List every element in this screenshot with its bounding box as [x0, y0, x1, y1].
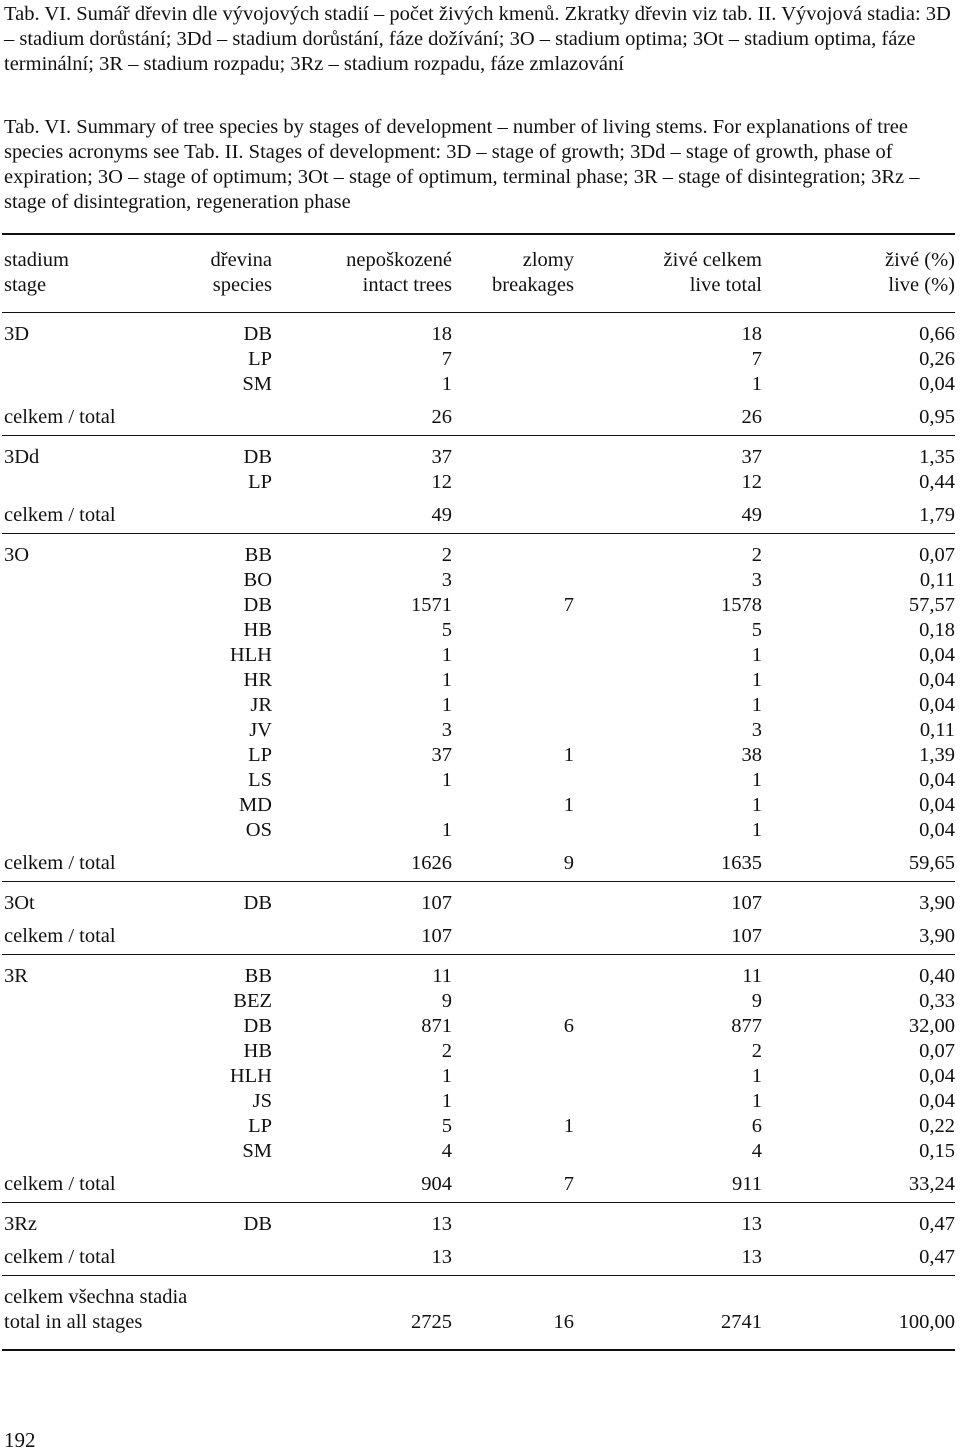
live-total-cell: 3 [751, 569, 762, 591]
breakages-cell [452, 818, 574, 843]
stage-group [2, 436, 955, 534]
species-cell: LP [248, 348, 272, 370]
group-total-live-pct: 59,65 [908, 852, 955, 874]
table-row [2, 618, 955, 643]
species-cell: DB [243, 323, 272, 345]
stage-cell [2, 1139, 177, 1164]
group-total-live-total: 107 [731, 925, 762, 947]
species-cell: OS [245, 819, 272, 841]
table-row [2, 989, 955, 1014]
intact-cell: 37 [431, 744, 452, 766]
intact-cell: 18 [431, 323, 452, 345]
summary-table [2, 235, 955, 1351]
live-pct-cell: 0,18 [919, 619, 955, 641]
table-row [2, 1039, 955, 1064]
stage-cell [2, 568, 177, 593]
group-total-breakages [452, 1237, 574, 1276]
live-total-cell: 3 [751, 719, 762, 741]
intact-cell: 2 [441, 1040, 452, 1062]
group-total-spacer [177, 1237, 272, 1276]
table-row [2, 882, 955, 917]
species-cell: JR [250, 694, 272, 716]
stage-group [2, 1203, 955, 1276]
intact-cell: 1 [441, 694, 452, 716]
breakages-cell [452, 534, 574, 569]
group-total-label: celkem / total [4, 925, 116, 947]
species-cell: BO [243, 569, 272, 591]
header-intact-cz: nepoškozené [346, 249, 452, 271]
live-pct-cell: 0,04 [919, 819, 955, 841]
live-total-cell: 1 [751, 819, 762, 841]
live-pct-cell: 1,39 [919, 744, 955, 766]
intact-cell: 1 [441, 1090, 452, 1112]
live-total-cell: 38 [741, 744, 762, 766]
species-cell: LS [248, 769, 272, 791]
caption-english: Tab. VI. Summary of tree species by stages of development – number of living stems. For explanations of tree species acronyms see Tab. II. Stages of development: 3D – stage of growth; 3Dd – stage of growth, phase of expiration; 3O – stage of optimum; 3Ot – stage of optimum, terminal phase; 3R – stage of disintegration; 3Rz – stage of disintegration, regeneration phase [4, 116, 920, 213]
species-cell: BB [244, 965, 272, 987]
group-total-live-pct: 1,79 [919, 504, 955, 526]
breakages-cell: 1 [563, 744, 574, 766]
table-row [2, 793, 955, 818]
species-cell: JS [252, 1090, 272, 1112]
table-row [2, 818, 955, 843]
species-cell: DB [243, 594, 272, 616]
intact-cell: 1 [441, 769, 452, 791]
stage-cell: 3Dd [4, 446, 40, 468]
grand-total-row [2, 1276, 955, 1311]
grand-total-live-total: 2741 [721, 1311, 762, 1333]
breakages-cell: 1 [563, 794, 574, 816]
stage-cell [2, 793, 177, 818]
header-stage-en: stage [4, 274, 47, 296]
intact-cell: 107 [421, 892, 452, 914]
grand-total-values-row [2, 1310, 955, 1350]
stage-cell [2, 1089, 177, 1114]
breakages-cell [452, 1039, 574, 1064]
stage-cell: 3Ot [4, 892, 35, 914]
live-total-cell: 1 [751, 694, 762, 716]
live-pct-cell: 0,04 [919, 644, 955, 666]
grand-total-intact: 2725 [411, 1311, 452, 1333]
stage-cell [2, 818, 177, 843]
species-cell: HR [243, 669, 272, 691]
group-total-breakages: 7 [563, 1173, 574, 1195]
table-row [2, 693, 955, 718]
live-total-cell: 5 [751, 619, 762, 641]
live-pct-cell: 0,11 [919, 719, 955, 741]
live-pct-cell: 0,04 [919, 794, 955, 816]
stage-cell [2, 743, 177, 768]
live-pct-cell: 0,07 [919, 544, 955, 566]
intact-cell: 9 [441, 990, 452, 1012]
stage-cell: 3Rz [4, 1213, 38, 1235]
live-total-cell: 1578 [721, 594, 762, 616]
table-row [2, 718, 955, 743]
stage-cell [2, 347, 177, 372]
species-cell: DB [243, 1213, 272, 1235]
intact-cell: 5 [441, 1115, 452, 1137]
page-number: 192 [4, 1428, 36, 1452]
grand-total-section [2, 1276, 955, 1351]
group-total-spacer [177, 1164, 272, 1203]
caption-czech: Tab. VI. Sumář dřevin dle vývojových stadií – počet živých kmenů. Zkratky dřevin viz tab. II. Vývojová stadia: 3D – stadium dorůstání; 3Dd – stadium dorůstání, fáze dožívání; 3O – stadium optima; 3Ot – stadium optima, fáze terminální; 3R – stadium rozpadu; 3Rz – stadium rozpadu, fáze zmlazování [4, 3, 951, 75]
breakages-cell [452, 955, 574, 990]
live-pct-cell: 0,44 [919, 471, 955, 493]
intact-cell: 2 [441, 544, 452, 566]
table-row [2, 1089, 955, 1114]
breakages-cell [452, 372, 574, 397]
live-total-cell: 1 [751, 669, 762, 691]
breakages-cell: 6 [563, 1015, 574, 1037]
table-row [2, 1203, 955, 1238]
header-live-pct-cz: živé (%) [885, 249, 955, 271]
breakages-cell [452, 1203, 574, 1238]
intact-cell: 11 [432, 965, 452, 987]
header-stage-cz: stadium [4, 249, 69, 271]
group-total-label: celkem / total [4, 406, 116, 428]
group-total-row [2, 916, 955, 955]
species-cell: HLH [229, 1065, 272, 1087]
summary-table-wrapper [2, 233, 955, 1351]
live-total-cell: 107 [731, 892, 762, 914]
live-pct-cell: 0,15 [919, 1140, 955, 1162]
breakages-cell [452, 693, 574, 718]
header-row-english [2, 273, 955, 313]
live-total-cell: 7 [751, 348, 762, 370]
live-total-cell: 2 [751, 1040, 762, 1062]
header-row-czech [2, 235, 955, 273]
intact-cell: 7 [441, 348, 452, 370]
live-total-cell: 1 [751, 794, 762, 816]
table-row [2, 643, 955, 668]
stage-group [2, 313, 955, 436]
table-row [2, 1139, 955, 1164]
live-pct-cell: 0,66 [919, 323, 955, 345]
header-intact-en: intact trees [362, 274, 452, 296]
live-pct-cell: 3,90 [919, 892, 955, 914]
species-cell: BB [244, 544, 272, 566]
intact-cell: 12 [431, 471, 452, 493]
breakages-cell [452, 470, 574, 495]
species-cell: JV [249, 719, 272, 741]
group-total-spacer [177, 916, 272, 955]
breakages-cell [452, 313, 574, 348]
live-pct-cell: 0,33 [919, 990, 955, 1012]
live-total-cell: 11 [742, 965, 762, 987]
stage-cell [2, 1064, 177, 1089]
live-pct-cell: 0,26 [919, 348, 955, 370]
stage-cell [2, 1039, 177, 1064]
intact-cell: 1 [441, 644, 452, 666]
header-live-total-cz: živé celkem [663, 249, 762, 271]
intact-cell: 5 [441, 619, 452, 641]
stage-cell [2, 593, 177, 618]
stage-cell: 3O [4, 544, 30, 566]
table-header [2, 235, 955, 313]
breakages-cell: 7 [563, 594, 574, 616]
stage-cell [2, 1014, 177, 1039]
group-total-intact: 13 [431, 1246, 452, 1268]
stage-cell [2, 768, 177, 793]
group-total-intact: 107 [421, 925, 452, 947]
breakages-cell: 1 [563, 1115, 574, 1137]
group-total-row [2, 495, 955, 534]
stage-cell [2, 618, 177, 643]
breakages-cell [452, 1139, 574, 1164]
live-pct-cell: 0,04 [919, 373, 955, 395]
group-total-breakages [452, 495, 574, 534]
live-total-cell: 6 [751, 1115, 762, 1137]
table-row [2, 372, 955, 397]
table-row [2, 568, 955, 593]
group-total-spacer [177, 495, 272, 534]
header-live-pct-en: live (%) [888, 274, 955, 296]
header-breakages-cz: zlomy [522, 249, 574, 271]
breakages-cell [452, 989, 574, 1014]
species-cell: HLH [229, 644, 272, 666]
live-pct-cell: 57,57 [908, 594, 955, 616]
species-cell: LP [248, 744, 272, 766]
species-cell: HB [243, 619, 272, 641]
stage-cell [2, 989, 177, 1014]
stage-cell: 3D [4, 323, 30, 345]
group-total-spacer [177, 397, 272, 436]
stage-cell: 3R [4, 965, 28, 987]
group-total-live-total: 911 [732, 1173, 762, 1195]
intact-cell: 4 [441, 1140, 452, 1162]
group-total-live-pct: 33,24 [908, 1173, 955, 1195]
live-total-cell: 37 [741, 446, 762, 468]
breakages-cell [452, 1064, 574, 1089]
intact-cell: 1571 [411, 594, 452, 616]
table-row [2, 1064, 955, 1089]
species-cell: BEZ [233, 990, 272, 1012]
live-pct-cell: 0,40 [919, 965, 955, 987]
live-pct-cell: 0,04 [919, 769, 955, 791]
intact-cell: 871 [421, 1015, 452, 1037]
stage-cell [2, 1114, 177, 1139]
species-cell: MD [238, 794, 272, 816]
intact-cell: 1 [441, 373, 452, 395]
intact-cell: 1 [441, 819, 452, 841]
header-live-total-en: live total [689, 274, 762, 296]
table-row [2, 347, 955, 372]
breakages-cell [452, 668, 574, 693]
breakages-cell [452, 768, 574, 793]
group-total-intact: 1626 [411, 852, 452, 874]
live-pct-cell: 0,07 [919, 1040, 955, 1062]
stage-cell [2, 643, 177, 668]
intact-cell [272, 793, 452, 818]
stage-cell [2, 372, 177, 397]
table-row [2, 593, 955, 618]
live-total-cell: 1 [751, 769, 762, 791]
table-row [2, 313, 955, 348]
grand-total-live-pct: 100,00 [898, 1311, 955, 1333]
group-total-intact: 49 [431, 504, 452, 526]
species-cell: LP [248, 1115, 272, 1137]
group-total-spacer [177, 843, 272, 882]
species-cell: DB [243, 446, 272, 468]
group-total-live-total: 49 [741, 504, 762, 526]
group-total-label: celkem / total [4, 1246, 116, 1268]
live-pct-cell: 0,04 [919, 669, 955, 691]
grand-total-breakages: 16 [553, 1311, 574, 1333]
breakages-cell [452, 347, 574, 372]
group-total-breakages [452, 397, 574, 436]
live-total-cell: 9 [751, 990, 762, 1012]
breakages-cell [452, 882, 574, 917]
group-total-intact: 26 [431, 406, 452, 428]
table-row [2, 1114, 955, 1139]
stage-cell [2, 693, 177, 718]
table-row [2, 436, 955, 471]
header-species-en: species [212, 274, 272, 296]
group-total-breakages: 9 [563, 852, 574, 874]
live-total-cell: 1 [751, 1065, 762, 1087]
live-pct-cell: 1,35 [919, 446, 955, 468]
stage-group [2, 534, 955, 882]
species-cell: DB [243, 1015, 272, 1037]
group-total-live-pct: 3,90 [919, 925, 955, 947]
grand-total-label-en: total in all stages [4, 1311, 143, 1333]
species-cell: DB [243, 892, 272, 914]
species-cell: SM [242, 373, 272, 395]
breakages-cell [452, 643, 574, 668]
group-total-label: celkem / total [4, 504, 116, 526]
live-total-cell: 12 [741, 471, 762, 493]
live-total-cell: 1 [751, 644, 762, 666]
intact-cell: 13 [431, 1213, 452, 1235]
group-total-live-total: 13 [741, 1246, 762, 1268]
group-total-row [2, 1164, 955, 1203]
breakages-cell [452, 1089, 574, 1114]
species-cell: SM [242, 1140, 272, 1162]
breakages-cell [452, 618, 574, 643]
group-total-live-pct: 0,47 [919, 1246, 955, 1268]
species-cell: LP [248, 471, 272, 493]
group-total-breakages [452, 916, 574, 955]
live-total-cell: 1 [751, 1090, 762, 1112]
header-species-cz: dřevina [210, 249, 272, 271]
group-total-live-total: 1635 [721, 852, 762, 874]
stage-cell [2, 470, 177, 495]
table-row [2, 470, 955, 495]
intact-cell: 3 [441, 569, 452, 591]
live-total-cell: 4 [751, 1140, 762, 1162]
live-pct-cell: 0,11 [919, 569, 955, 591]
live-pct-cell: 0,47 [919, 1213, 955, 1235]
group-total-intact: 904 [421, 1173, 452, 1195]
grand-total-label-cz: celkem všechna stadia [4, 1286, 188, 1308]
breakages-cell [452, 436, 574, 471]
group-total-row [2, 843, 955, 882]
live-total-cell: 877 [731, 1015, 762, 1037]
live-pct-cell: 0,04 [919, 694, 955, 716]
table-row [2, 768, 955, 793]
table-row [2, 1014, 955, 1039]
live-pct-cell: 32,00 [908, 1015, 955, 1037]
header-breakages-en: breakages [492, 274, 574, 296]
stage-group [2, 882, 955, 955]
group-total-live-pct: 0,95 [919, 406, 955, 428]
table-row [2, 743, 955, 768]
live-total-cell: 2 [751, 544, 762, 566]
breakages-cell [452, 568, 574, 593]
stage-cell [2, 668, 177, 693]
stage-cell [2, 718, 177, 743]
live-pct-cell: 0,04 [919, 1090, 955, 1112]
group-total-label: celkem / total [4, 852, 116, 874]
intact-cell: 1 [441, 669, 452, 691]
group-total-live-total: 26 [741, 406, 762, 428]
live-pct-cell: 0,22 [919, 1115, 955, 1137]
stage-group [2, 955, 955, 1203]
live-total-cell: 13 [741, 1213, 762, 1235]
intact-cell: 3 [441, 719, 452, 741]
breakages-cell [452, 718, 574, 743]
group-total-label: celkem / total [4, 1173, 116, 1195]
live-total-cell: 1 [751, 373, 762, 395]
intact-cell: 1 [441, 1065, 452, 1087]
intact-cell: 37 [431, 446, 452, 468]
live-pct-cell: 0,04 [919, 1065, 955, 1087]
group-total-row [2, 397, 955, 436]
live-total-cell: 18 [741, 323, 762, 345]
species-cell: HB [243, 1040, 272, 1062]
table-row [2, 534, 955, 569]
table-row [2, 955, 955, 990]
group-total-row [2, 1237, 955, 1276]
table-row [2, 668, 955, 693]
